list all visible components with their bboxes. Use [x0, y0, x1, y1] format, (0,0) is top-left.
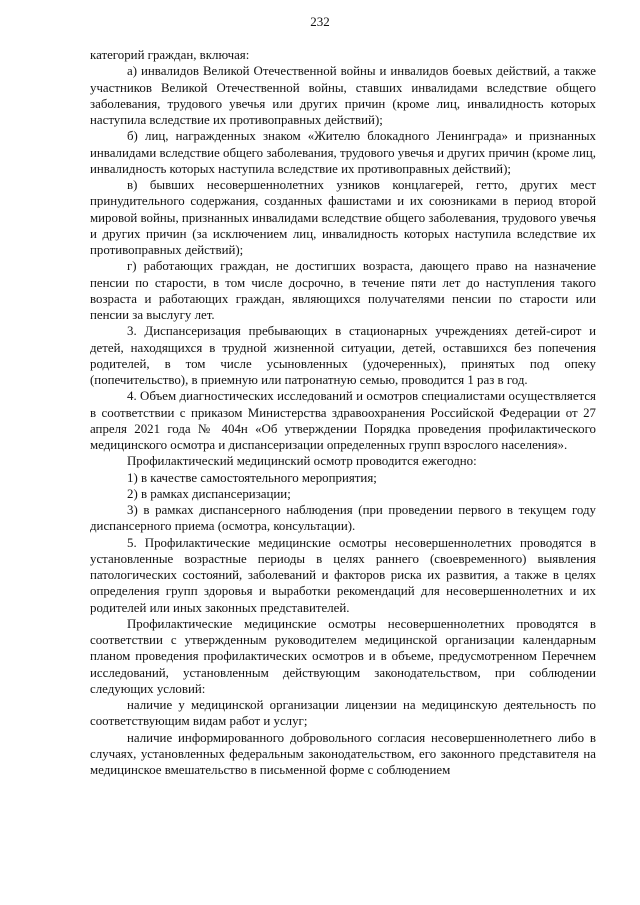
- paragraph: а) инвалидов Великой Отечественной войны и инвалидов боевых действий, а также участников Великой Отечественной войны, ставших инвалидами вследствие общего заболевания, трудового увечья или других причин (кроме лиц, инвалидность которых наступила вследствие их противоправных действий);: [90, 64, 596, 127]
- paragraph: наличие у медицинской организации лицензии на медицинскую деятельность по соответствующим видам работ и услуг;: [90, 698, 596, 729]
- paragraph: 4. Объем диагностических исследований и осмотров специалистами осуществляется в соответствии с приказом Министерства здравоохранения Российской Федерации от 27 апреля 2021 года № 404н «Об утверждении Порядка проведения профилактического медицинского осмотра и диспансеризации определенных групп взрослого населения».: [90, 389, 596, 452]
- page-number: 232: [310, 14, 330, 29]
- paragraph: Профилактический медицинский осмотр проводится ежегодно:: [127, 454, 477, 469]
- paragraph: 3) в рамках диспансерного наблюдения (при проведении первого в текущем году диспансерного приема (осмотра, консультации).: [90, 503, 596, 534]
- paragraph: 2) в рамках диспансеризации;: [127, 486, 291, 501]
- paragraph: б) лиц, награжденных знаком «Жителю блокадного Ленинграда» и признанных инвалидами вследствие общего заболевания, трудового увечья и других причин (кроме лиц, инвалидность которых наступила вследствие их противоправных действий);: [90, 129, 596, 176]
- paragraph: 3. Диспансеризация пребывающих в стационарных учреждениях детей-сирот и детей, находящихся в трудной жизненной ситуации, детей, оставшихся без попечения родителей, в том числе усыновленных (удочеренных), принятых под опеку (попечительство), в приемную или патронатную семью, проводится 1 раз в год.: [90, 324, 596, 387]
- paragraph: 1) в качестве самостоятельного мероприятия;: [127, 470, 377, 485]
- paragraph: в) бывших несовершеннолетних узников концлагерей, гетто, других мест принудительного содержания, созданных фашистами и их союзниками в период второй мировой войны, признанных инвалидами вследствие общего заболевания, трудового увечья и других причин (за исключением лиц, инвалидность которых наступила вследствие их противоправных действий);: [90, 178, 596, 257]
- paragraph: категорий граждан, включая:: [90, 48, 250, 62]
- document-body: [90, 47, 596, 778]
- paragraph: 5. Профилактические медицинские осмотры несовершеннолетних проводятся в установленные возрастные периоды в целях раннего (своевременного) выявления патологических состояний, заболеваний и факторов риска их развития, а также в целях определения групп здоровья и выработки рекомендаций для несовершеннолетних и их родителей или иных законных представителей.: [90, 535, 596, 615]
- paragraph: г) работающих граждан, не достигших возраста, дающего право на назначение пенсии по старости, в том числе досрочно, в течение пяти лет до наступления такого возраста и работающих граждан, являющихся получателями пенсии по старости или пенсии за выслугу лет.: [90, 259, 596, 322]
- paragraph: Профилактические медицинские осмотры несовершеннолетних проводятся в соответствии с утвержденным руководителем медицинской организации календарным планом проведения профилактических осмотров и в объеме, предусмотренном Перечнем исследований, установленным действующим законодательством, при соблюдении следующих условий:: [90, 616, 596, 696]
- paragraph: наличие информированного добровольного согласия несовершеннолетнего либо в случаях, установленных федеральным законодательством, его законного представителя на медицинское вмешательство в письменной форме с соблюдением: [90, 730, 596, 777]
